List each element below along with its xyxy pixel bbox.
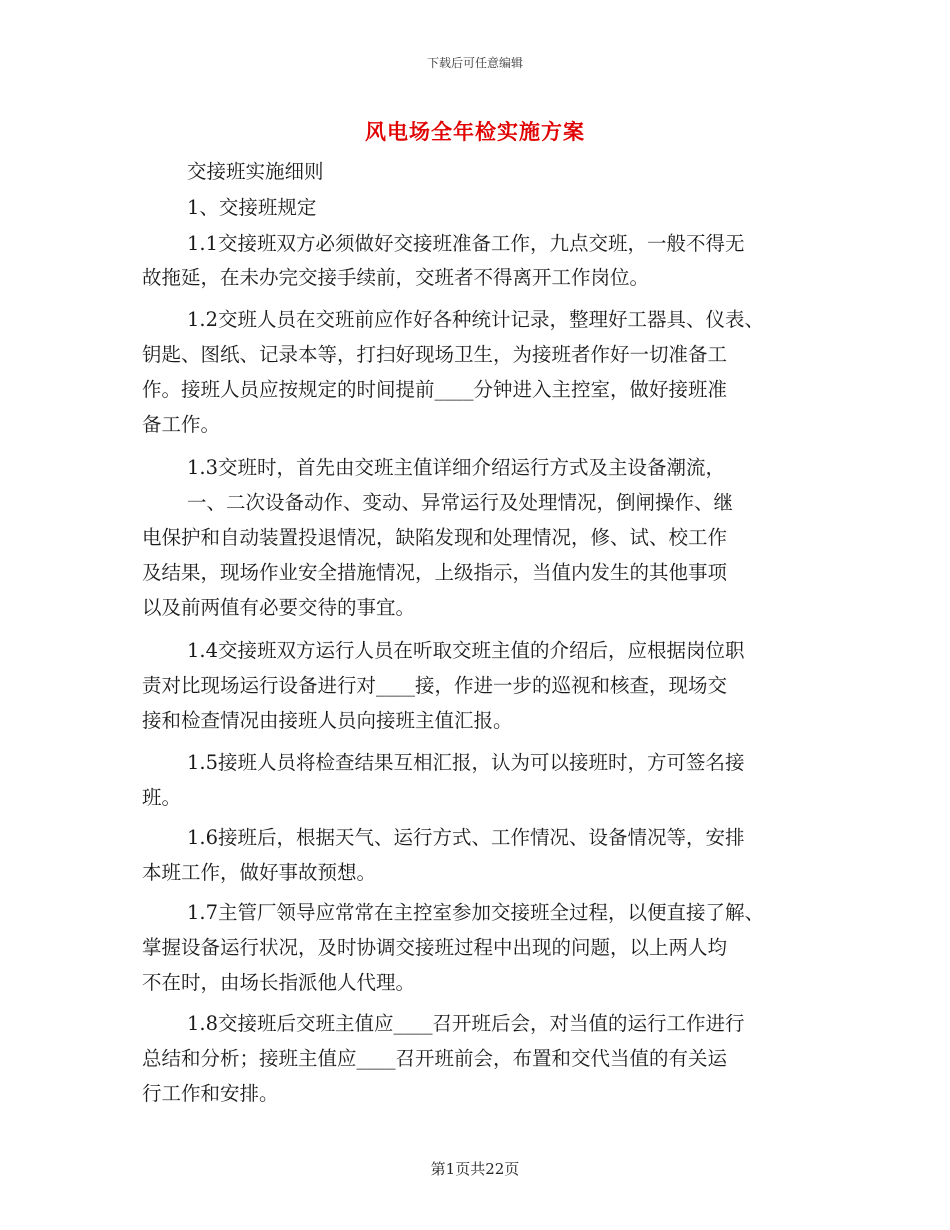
page-number-footer: 第1页共22页 [430, 1160, 520, 1178]
document-title: 风电场全年检实施方案 [365, 119, 585, 144]
paragraph-line: 1.3交班时，首先由交班主值详细介绍运行方式及主设备潮流， [187, 456, 726, 479]
paragraph-line: 1.4交接班双方运行人员在听取交班主值的介绍后，应根据岗位职 [187, 639, 745, 662]
section-heading: 交接班实施细则 [187, 160, 324, 183]
paragraph-line: 1.8交接班后交班主值应____召开班后会，对当值的运行工作进行 [187, 1012, 745, 1035]
paragraph-line: 不在时，由场长指派他人代理。 [142, 971, 416, 994]
paragraph-line: 电保护和自动装置投退情况，缺陷发现和处理情况，修、试、校工作 [142, 526, 728, 549]
paragraph-line: 1.5接班人员将检查结果互相汇报，认为可以接班时，方可签名接 [187, 751, 745, 774]
paragraph-line: 作。接班人员应按规定的时间提前____分钟进入主控室，做好接班准 [142, 378, 728, 401]
paragraph-line: 以及前两值有必要交待的事宜。 [142, 596, 416, 619]
paragraph-line: 行工作和安排。 [142, 1082, 279, 1105]
subsection-heading: 1、交接班规定 [187, 196, 317, 219]
paragraph-line: 接和检查情况由接班人员向接班主值汇报。 [142, 709, 513, 732]
paragraph-line: 备工作。 [142, 413, 221, 436]
paragraph-line: 一、二次设备动作、变动、异常运行及处理情况，倒闸操作、继 [187, 491, 734, 514]
paragraph-line: 班。 [142, 786, 182, 809]
paragraph-line: 责对比现场运行设备进行对____接，作进一步的巡视和核查，现场交 [142, 674, 728, 697]
paragraph-line: 及结果，现场作业安全措施情况，上级指示，当值内发生的其他事项 [142, 561, 728, 584]
paragraph-line: 本班工作，做好事故预想。 [142, 861, 377, 884]
page-header-note: 下载后可任意编辑 [426, 56, 523, 70]
paragraph-line: 钥匙、图纸、记录本等，打扫好现场卫生，为接班者作好一切准备工 [142, 343, 728, 366]
paragraph-line: 故拖延，在未办完交接手续前，交班者不得离开工作岗位。 [142, 266, 650, 289]
paragraph-line: 总结和分析；接班主值应____召开班前会，布置和交代当值的有关运 [142, 1047, 728, 1070]
paragraph-line: 1.1交接班双方必须做好交接班准备工作，九点交班，一般不得无 [187, 232, 745, 255]
paragraph-line: 1.2交班人员在交班前应作好各种统计记录，整理好工器具、仪表、 [187, 308, 765, 331]
paragraph-line: 1.6接班后，根据天气、运行方式、工作情况、设备情况等，安排 [187, 826, 745, 849]
paragraph-line: 1.7主管厂领导应常常在主控室参加交接班全过程，以便直接了解、 [187, 901, 765, 924]
paragraph-line: 掌握设备运行状况，及时协调交接班过程中出现的问题，以上两人均 [142, 936, 728, 959]
